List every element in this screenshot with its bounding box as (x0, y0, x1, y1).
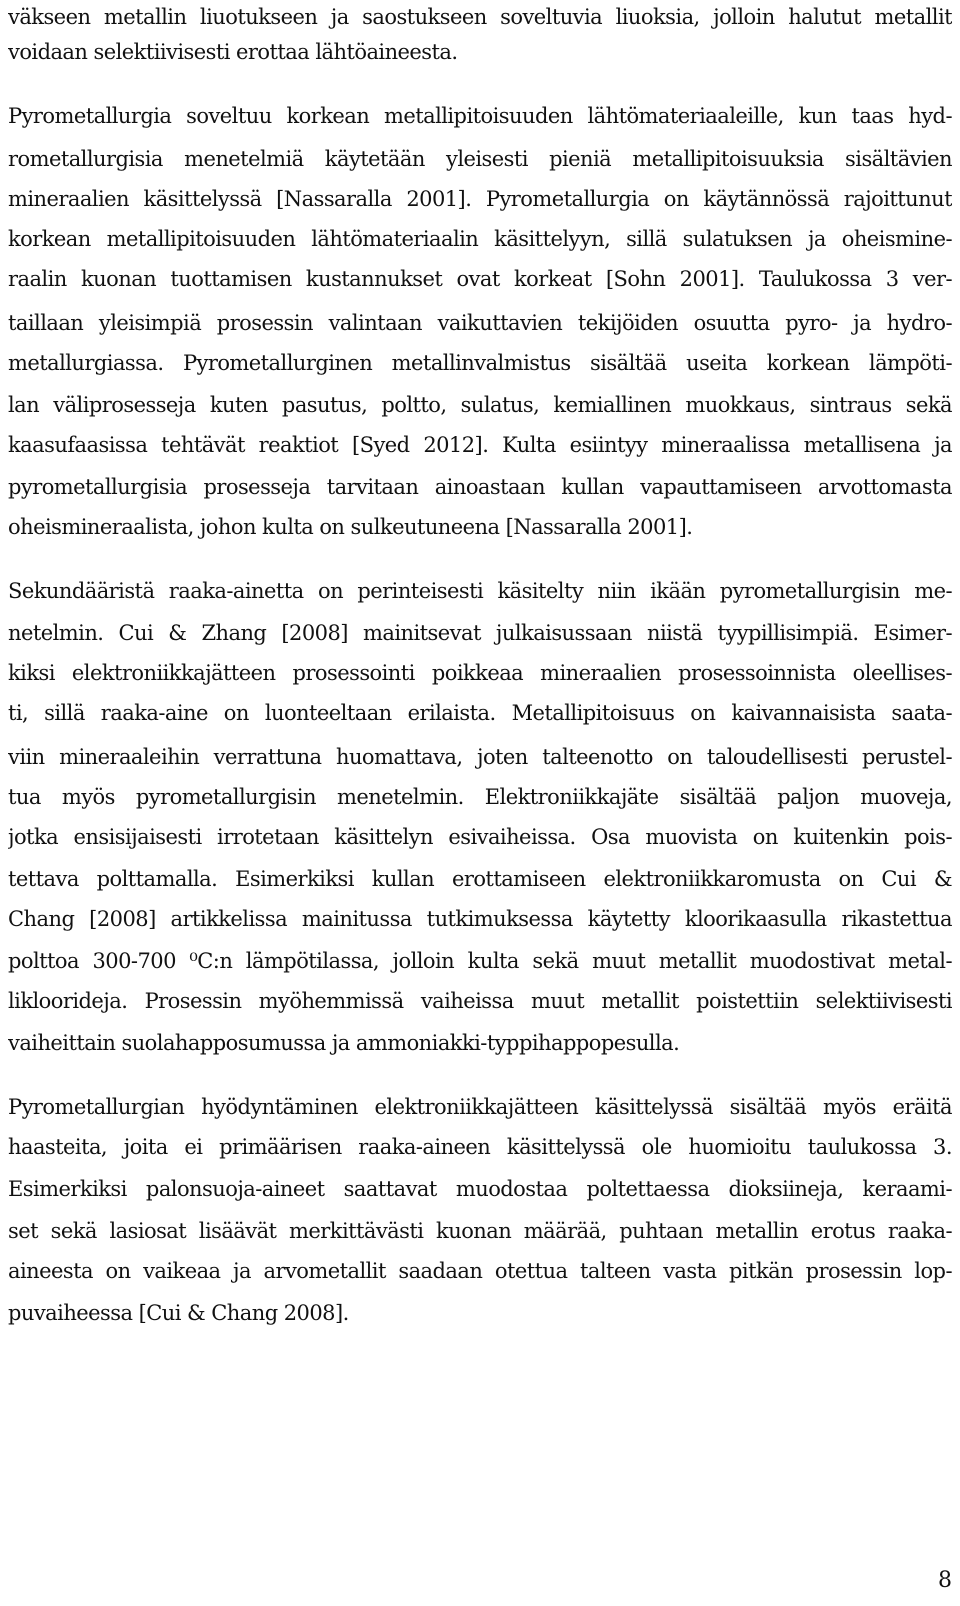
text-line: Esimerkiksi palonsuoja-aineet saattavat muodostaa poltettaessa dioksiineja, keraami- (8, 1177, 952, 1201)
text-line: ti, sillä raaka-aine on luonteeltaan erilaista. Metallipitoisuus on kaivannaisista saata- (8, 701, 952, 725)
text-line: taillaan yleisimpiä prosessin valintaan vaikuttavien tekijöiden osuutta pyro- ja hydro- (8, 311, 952, 335)
text-line: mineraalien käsittelyssä [Nassaralla 2001]. Pyrometallurgia on käytännössä rajoittunut (8, 187, 952, 211)
text-line: Pyrometallurgia soveltuu korkean metallipitoisuuden lähtömateriaaleille, kun taas hyd- (8, 104, 952, 128)
text-line: Chang [2008] artikkelissa mainitussa tutkimuksessa käytetty kloorikaasulla rikastettua (8, 907, 952, 931)
text-line: väkseen metallin liuotukseen ja saostukseen soveltuvia liuoksia, jolloin halutut metallit (8, 5, 952, 29)
text-line: likloorideja. Prosessin myöhemmissä vaiheissa muut metallit poistettiin selektiivisesti (8, 989, 952, 1013)
text-line: korkean metallipitoisuuden lähtömateriaalin käsittelyyn, sillä sulatuksen ja oheismine- (8, 227, 952, 251)
text-line: aineesta on vaikeaa ja arvometallit saadaan otettua talteen vasta pitkän prosessin lop- (8, 1259, 952, 1283)
text-line: metallurgiassa. Pyrometallurginen metallinvalmistus sisältää useita korkean lämpöti- (8, 351, 952, 375)
text-line: kaasufaasissa tehtävät reaktiot [Syed 2012]. Kulta esiintyy mineraalissa metallisena ja (8, 433, 952, 457)
text-line: pyrometallurgisia prosesseja tarvitaan ainoastaan kullan vapauttamiseen arvottomasta (8, 475, 952, 499)
text-line: haasteita, joita ei primäärisen raaka-aineen käsittelyssä ole huomioitu taulukossa 3. (8, 1135, 952, 1159)
text-line: puvaiheessa [Cui & Chang 2008]. (8, 1301, 349, 1325)
text-line: vaiheittain suolahapposumussa ja ammoniakki-typpihappopesulla. (8, 1031, 680, 1055)
text-line: raalin kuonan tuottamisen kustannukset ovat korkeat [Sohn 2001]. Taulukossa 3 ver- (8, 267, 952, 291)
text-line: voidaan selektiivisesti erottaa lähtöaineesta. (8, 40, 458, 64)
text-line: lan väliprosesseja kuten pasutus, poltto, sulatus, kemiallinen muokkaus, sintraus sekä (8, 393, 952, 417)
text-line: tettava polttamalla. Esimerkiksi kullan erottamiseen elektroniikkaromusta on Cui & (8, 867, 952, 891)
text-line: Sekundääristä raaka-ainetta on perinteisesti käsitelty niin ikään pyrometallurgisin me- (8, 579, 952, 603)
text-line: Pyrometallurgian hyödyntäminen elektroniikkajätteen käsittelyssä sisältää myös eräitä (8, 1095, 952, 1119)
text-line: viin mineraaleihin verrattuna huomattava, joten talteenotto on taloudellisesti perustel- (8, 745, 952, 769)
text-line: netelmin. Cui & Zhang [2008] mainitsevat julkaisussaan niistä tyypillisimpiä. Esimer- (8, 621, 952, 645)
text-line: kiksi elektroniikkajätteen prosessointi poikkeaa mineraalien prosessoinnista oleellises- (8, 661, 952, 685)
text-line: jotka ensisijaisesti irrotetaan käsittelyn esivaiheissa. Osa muovista on kuitenkin pois- (8, 825, 952, 849)
text-line: rometallurgisia menetelmiä käytetään yleisesti pieniä metallipitoisuuksia sisältävien (8, 147, 952, 171)
page-number: 8 (938, 1568, 952, 1593)
text-line: set sekä lasiosat lisäävät merkittävästi kuonan määrää, puhtaan metallin erotus raaka- (8, 1219, 952, 1243)
text-line: tua myös pyrometallurgisin menetelmin. Elektroniikkajäte sisältää paljon muoveja, (8, 785, 952, 809)
text-line: oheismineraalista, johon kulta on sulkeutuneena [Nassaralla 2001]. (8, 515, 693, 539)
text-line: polttoa 300-700 ⁰C:n lämpötilassa, jolloin kulta sekä muut metallit muodostivat metal- (8, 949, 952, 973)
